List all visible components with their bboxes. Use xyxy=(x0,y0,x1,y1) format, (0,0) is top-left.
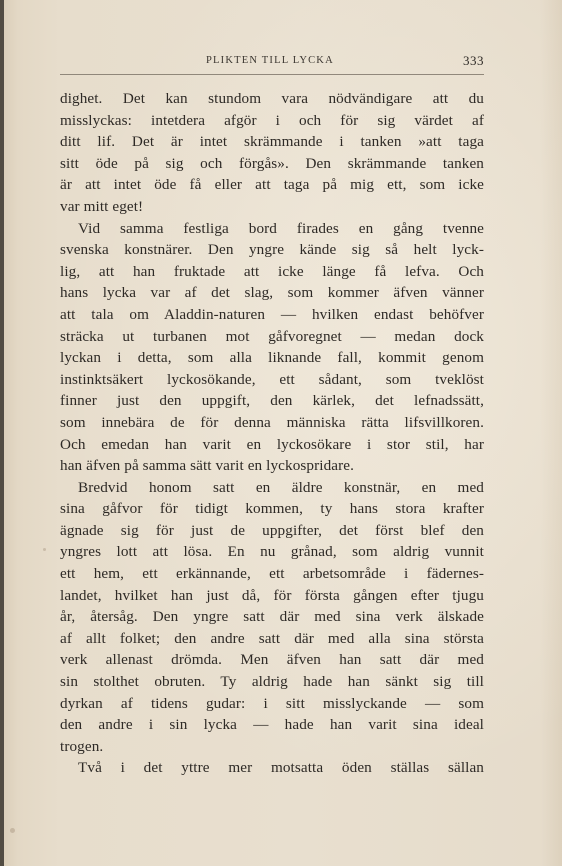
text-line: var mitt eget! xyxy=(60,197,144,215)
text-line: finner just den uppgift, den kärlek, det lefnadssätt, xyxy=(60,392,484,410)
text-line: sitt öde på sig och förgås». Den skrämmande tanken xyxy=(60,154,484,172)
text-line: år, återsåg. Den yngre satt där med sina verk älskade xyxy=(60,608,484,626)
text-line: den andre i sin lycka — hade han varit sina ideal xyxy=(60,716,484,734)
body-text xyxy=(60,88,484,779)
text-line: sträcka ut turbanen mot gåfvoregnet — medan dock xyxy=(60,327,484,345)
text-line: lig, att han fruktade att icke länge få lefva. Och xyxy=(60,262,484,280)
paper-spot xyxy=(10,828,15,833)
text-line: verk allenast drömda. Men äfven han satt där med xyxy=(60,651,484,669)
text-line: instinktsäkert lyckosökande, ett sådant, som tveklöst xyxy=(60,370,484,388)
text-line: sin stolthet obruten. Ty aldrig hade han sänkt sig till xyxy=(60,673,484,691)
header-rule xyxy=(60,74,484,75)
running-title: PLIKTEN TILL LYCKA xyxy=(206,55,334,66)
text-line: yngres lott att lösa. En nu grånad, som aldrig vunnit xyxy=(60,543,484,561)
text-line: lyckan i detta, som alla liknande fall, kommit genom xyxy=(60,349,484,367)
text-line: Bredvid honom satt en äldre konstnär, en med xyxy=(78,478,484,496)
text-line: misslyckas: intetdera afgör i och för sig värdet af xyxy=(60,111,484,129)
paper-spot xyxy=(43,548,46,551)
text-line: dighet. Det kan stundom vara nödvändigare att du xyxy=(60,90,484,107)
text-line: landet, hvilket han just då, för första gången efter tjugu xyxy=(60,586,484,604)
text-line: trogen. xyxy=(60,737,104,755)
text-line: ditt lif. Det är intet skrämmande i tanken »att taga xyxy=(60,133,484,151)
text-line: dyrkan af tidens gudar: i sitt misslyckande — som xyxy=(60,694,484,712)
text-line: Vid samma festliga bord firades en gång tvenne xyxy=(78,219,484,237)
text-line: ett hem, ett erkännande, ett arbetsområde i fädernes- xyxy=(60,565,484,583)
text-line: är att intet öde få eller att taga på mig ett, som icke xyxy=(60,176,484,194)
text-line: Två i det yttre mer motsatta öden ställas sällan xyxy=(78,759,484,777)
text-line: ägnade sig för just de uppgifter, det först blef den xyxy=(60,521,484,539)
page-number: 333 xyxy=(463,53,484,68)
text-line: svenska konstnärer. Den yngre kände sig så helt lyck- xyxy=(60,241,484,259)
text-line: som innebära de för denna människa rätta lifsvillkoren. xyxy=(60,413,484,431)
text-line: hans lycka var af det slag, som kommer äfven vänner xyxy=(60,284,484,302)
page-binding-edge xyxy=(0,0,4,866)
text-line: han äfven på samma sätt varit en lyckospridare. xyxy=(60,457,354,475)
text-line: af allt folket; den andre satt där med alla sina största xyxy=(60,629,484,647)
text-line: att tala om Aladdin-naturen — hvilken endast behöfver xyxy=(60,305,484,323)
page-header xyxy=(60,53,484,73)
text-line: sina gåfvor för tidigt kommen, ty hans stora krafter xyxy=(60,500,484,518)
text-line: Och emedan han varit en lyckosökare i stor stil, har xyxy=(60,435,484,453)
